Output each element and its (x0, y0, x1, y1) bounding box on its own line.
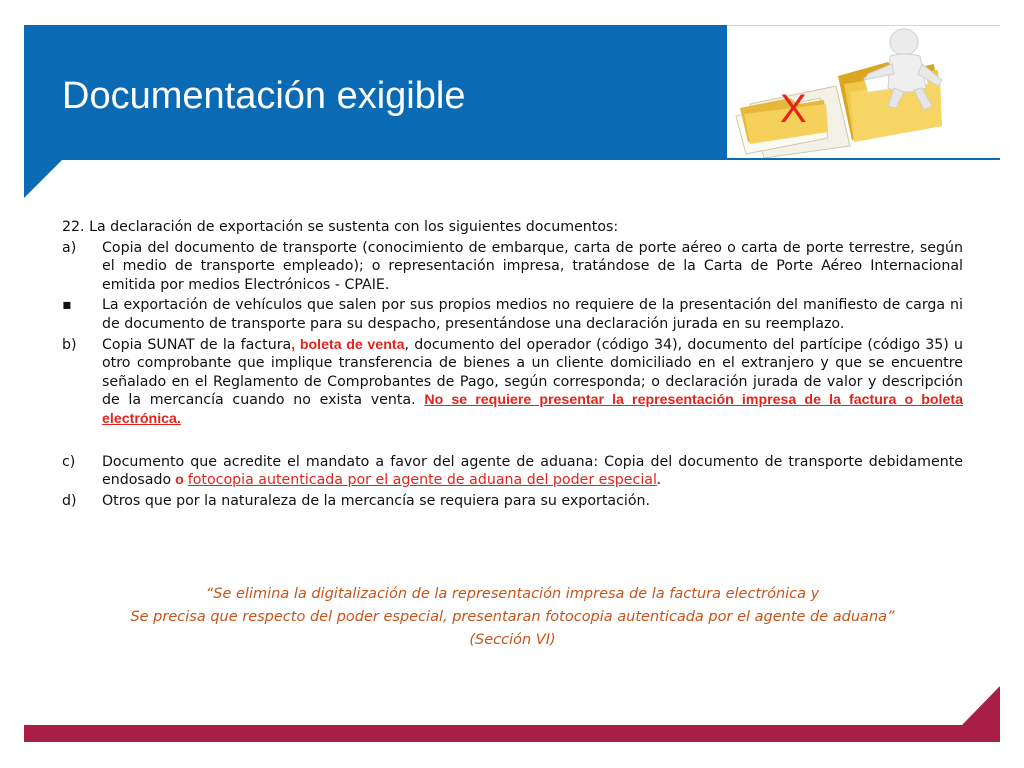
footer-band (24, 725, 1000, 742)
quote-block (62, 583, 963, 652)
item-b-note: No se requiere presentar la representación impresa de la factura o boleta electrónica. (102, 392, 964, 427)
footer-fold (962, 686, 1000, 725)
quote-line-2: Se precisa que respecto del poder especial, presentaran fotocopia autenticada por el agente de aduana” (130, 609, 895, 625)
item-a-text: Copia del documento de transporte (conocimiento de embarque, carta de porte aéreo o carta de porte terrestre, según el medio de transporte empleado); o representación impresa, tratándose de la Carta de Porte Aéreo Internacional emitida por medios Electrónicos - CPAIE. (102, 239, 963, 293)
bullet-marker: ▪ (62, 297, 72, 314)
folders-with-figure-icon (728, 26, 1000, 158)
item-c-end: . (656, 472, 661, 489)
slide-title: Documentación exigible (62, 75, 466, 117)
marker-d: d) (62, 492, 77, 509)
header-fold (24, 160, 62, 198)
header-bottom-rule (727, 158, 1000, 160)
intro-text: 22. La declaración de exportación se sustenta con los siguientes documentos: (62, 219, 619, 235)
quote-line-3: (Sección VI) (469, 632, 556, 648)
item-c-connector: o (171, 472, 188, 489)
item-d-text: Otros que por la naturaleza de la mercancía se requiera para su exportación. (102, 492, 651, 509)
list-item-bullet (62, 296, 963, 333)
bullet-text: La exportación de vehículos que salen por sus propios medios no requiere de la presentación del manifiesto de carga ni de documento de transporte para su despacho, presentándose una declaración jurada en su reemplazo. (102, 297, 963, 332)
marker-a: a) (62, 239, 77, 256)
list-item-d (62, 492, 963, 511)
x-mark: X (780, 87, 807, 131)
content-body (62, 218, 963, 510)
quote-line-1: “Se elimina la digitalización de la representación impresa de la factura electrónica y (205, 586, 820, 602)
item-c-highlight: fotocopia autenticada por el agente de aduana del poder especial (187, 472, 657, 489)
marker-b: b) (62, 336, 77, 353)
spacer (62, 429, 963, 451)
item-b-comma: , (291, 336, 296, 353)
item-b-part2: , documento del operador (código 34), documento del partícipe (código 35) u otro comprobante que implique transferencia de bienes a un cliente domiciliado en el extranjero y que se encuentre señalado en el Reglamento de Comprobantes de Pago, según corresponda; o declaración jurada de valor y descripción de la mercancía cuando no exista venta. (102, 336, 963, 409)
marker-c: c) (62, 453, 76, 470)
item-c-part1: Documento que acredite el mandato a favor del agente de aduana: Copia del documento de transporte debidamente endosado (102, 453, 963, 489)
list-item-c (62, 453, 963, 490)
list-item-a (62, 239, 963, 295)
item-b-part1: Copia SUNAT de la factura (102, 336, 292, 353)
list-item-b (62, 336, 963, 429)
item-b-highlight: boleta de venta (295, 336, 405, 353)
